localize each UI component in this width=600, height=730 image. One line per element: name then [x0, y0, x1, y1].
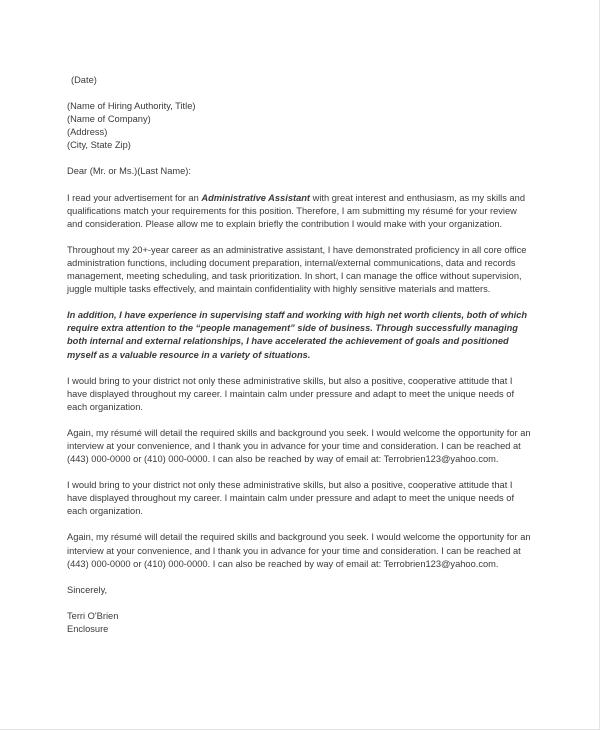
recipient-address-block [67, 100, 531, 152]
paragraph-intro [67, 192, 531, 231]
paragraph-supervision-emphasis: In addition, I have experience in supervising staff and working with high net worth clients, both of which require extra attention to the “people management” side of business. Through successfully managing both internal and external relationships, I have accelerated the achievement of goals and positioned myself as a valuable resource in a variety of situations. [67, 310, 528, 360]
recipient-company: (Name of Company) [67, 114, 151, 125]
intro-text-after-role: with great interest and enthusiasm, as my skills and qualifications match your requirements for this position. Therefore, I am submitting my résumé for your review and consideration. Please allow me to explain briefly the contribution I would make with your organization. [67, 192, 525, 229]
salutation: Dear (Mr. or Ms.)(Last Name): [67, 166, 191, 177]
date-placeholder: (Date) [71, 75, 97, 85]
recipient-city-state-zip: (City, State Zip) [67, 140, 131, 151]
closing-salutation: Sincerely, [67, 584, 108, 595]
paragraph-attitude-1: I would bring to your district not only these administrative skills, but also a positive, cooperative attitude that I have displayed throughout my career. I maintain calm under pressure and adapt to meet the unique needs of each organization. [67, 375, 515, 412]
signer-name: Terri O'Brien [67, 610, 119, 621]
paragraph-attitude-2: I would bring to your district not only these administrative skills, but also a positive, cooperative attitude that I have displayed throughout my career. I maintain calm under pressure and adapt to meet the unique needs of each organization. [67, 480, 515, 517]
job-title-emphasis: Administrative Assistant [201, 192, 311, 203]
enclosure-note: Enclosure [67, 623, 109, 634]
paragraph-closing-request-2: Again, my résumé will detail the required skills and background you seek. I would welcome the opportunity for an interview at your convenience, and I thank you in advance for your time and consideration. I can be reached at (443) 000-0000 or (410) 000-0000. I can also be reached by way of email at: Terrobrien123@yahoo.com. [67, 532, 531, 569]
recipient-name-title: (Name of Hiring Authority, Title) [67, 101, 196, 112]
signature-block [67, 610, 531, 636]
intro-text-before-role: I read your advertisement for an [67, 192, 202, 203]
recipient-address: (Address) [67, 127, 108, 138]
paragraph-closing-request-1: Again, my résumé will detail the required skills and background you seek. I would welcome the opportunity for an interview at your convenience, and I thank you in advance for your time and consideration. I can be reached at (443) 000-0000 or (410) 000-0000. I can also be reached by way of email at: Terrobrien123@yahoo.com. [67, 427, 531, 465]
paragraph-experience: Throughout my 20+-year career as an administrative assistant, I have demonstrated proficiency in all core office administration functions, including document preparation, internal/external communications, data and records management, meeting scheduling, and task prioritization. In short, I can manage the office without supervision, juggle multiple tasks effectively, and maintain confidentiality with highly sensitive materials and matters. [67, 244, 527, 295]
cover-letter-body [67, 74, 531, 636]
